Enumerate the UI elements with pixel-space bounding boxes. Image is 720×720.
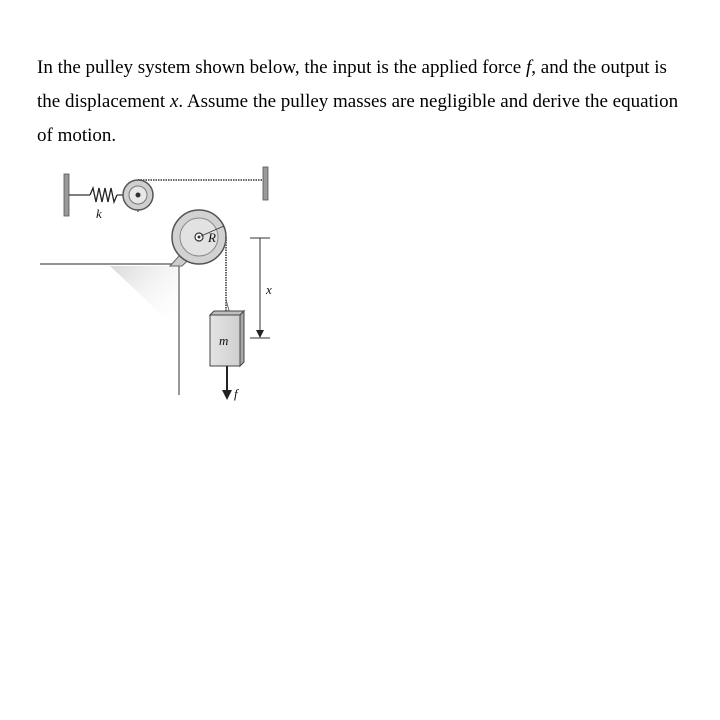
radius-label: R	[208, 230, 216, 245]
problem-text-2: , and the output is the displacement	[37, 57, 667, 112]
displacement-label: x	[266, 282, 272, 297]
force-label: f	[234, 386, 238, 401]
problem-text-3: . Assume the pulley masses are negligible and derive the equation of motion.	[37, 91, 679, 146]
displacement-symbol: x	[169, 91, 179, 112]
mass-label: m	[219, 333, 229, 348]
large-pulley	[172, 210, 226, 264]
force-symbol: f	[525, 57, 532, 78]
left-wall	[64, 174, 69, 216]
small-pulley	[123, 180, 153, 210]
spring-label: k	[96, 206, 102, 221]
right-top-wall	[263, 167, 268, 200]
support-shading	[110, 266, 178, 330]
force-arrow	[222, 366, 232, 400]
problem-text-1: In the pulley system shown below, the input is the applied force	[37, 57, 526, 78]
